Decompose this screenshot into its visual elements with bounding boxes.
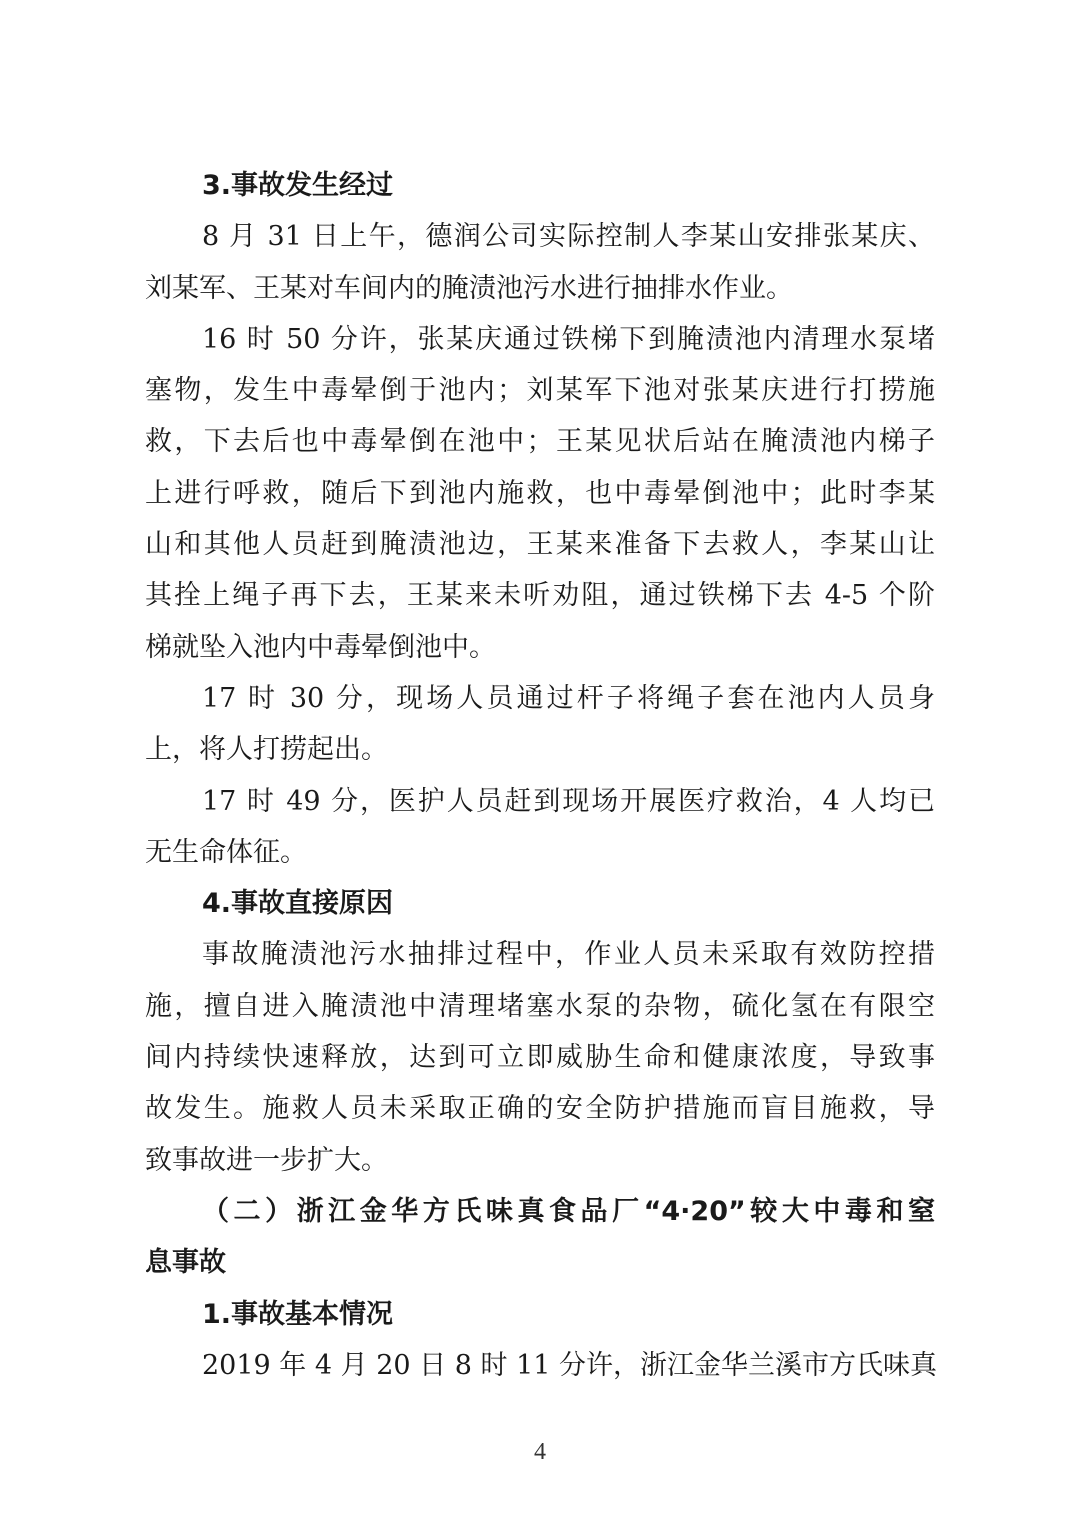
paragraph-line: 故发生。施救人员未采取正确的安全防护措施而盲目施救，导 bbox=[145, 1093, 935, 1125]
paragraph-line: 致事故进一步扩大。 bbox=[145, 1144, 388, 1176]
section-heading: 4.事故直接原因 bbox=[202, 888, 394, 920]
paragraph-line: 梯就坠入池内中毒晕倒池中。 bbox=[145, 631, 496, 663]
section-heading: 3.事故发生经过 bbox=[202, 170, 394, 201]
paragraph-line: 施，擅自进入腌渍池中清理堵塞水泵的杂物，硫化氢在有限空 bbox=[145, 990, 935, 1022]
paragraph-line: 8 月 31 日上午，德润公司实际控制人李某山安排张某庆、 bbox=[202, 221, 935, 253]
paragraph-line: 16 时 50 分许，张某庆通过铁梯下到腌渍池内清理水泵堵 bbox=[202, 323, 935, 355]
paragraph-line: 塞物，发生中毒晕倒于池内；刘某军下池对张某庆进行打捞施 bbox=[145, 375, 935, 407]
paragraph-line: 救，下去后也中毒晕倒在池中；王某见状后站在腌渍池内梯子 bbox=[145, 426, 935, 458]
document-body bbox=[145, 160, 938, 1391]
paragraph-line: 刘某军、王某对车间内的腌渍池污水进行抽排水作业。 bbox=[145, 272, 793, 304]
paragraph-line: 上进行呼救，随后下到池内施救，也中毒晕倒池中；此时李某 bbox=[145, 477, 935, 509]
paragraph-line: 山和其他人员赶到腌渍池边，王某来准备下去救人，李某山让 bbox=[145, 529, 935, 561]
paragraph-line: 其拴上绳子再下去，王某来未听劝阻，通过铁梯下去 4-5 个阶 bbox=[145, 580, 935, 612]
paragraph-line: 事故腌渍池污水抽排过程中，作业人员未采取有效防控措 bbox=[202, 939, 935, 971]
paragraph-line: 17 时 49 分，医护人员赶到现场开展医疗救治，4 人均已 bbox=[202, 785, 935, 817]
paragraph-line: 2019 年 4 月 20 日 8 时 11 分许，浙江金华兰溪市方氏味真 bbox=[202, 1349, 938, 1381]
subsection-heading: （二）浙江金华方氏味真食品厂“4·20”较大中毒和窒 bbox=[202, 1195, 935, 1227]
paragraph-line: 上，将人打捞起出。 bbox=[145, 734, 388, 766]
section-heading: 1.事故基本情况 bbox=[202, 1298, 394, 1330]
page-number: 4 bbox=[534, 1439, 546, 1465]
paragraph-line: 无生命体征。 bbox=[145, 836, 307, 868]
paragraph-line: 17 时 30 分，现场人员通过杆子将绳子套在池内人员身 bbox=[202, 682, 935, 714]
subsection-heading: 息事故 bbox=[145, 1247, 226, 1279]
paragraph-line: 间内持续快速释放，达到可立即威胁生命和健康浓度，导致事 bbox=[145, 1042, 935, 1074]
